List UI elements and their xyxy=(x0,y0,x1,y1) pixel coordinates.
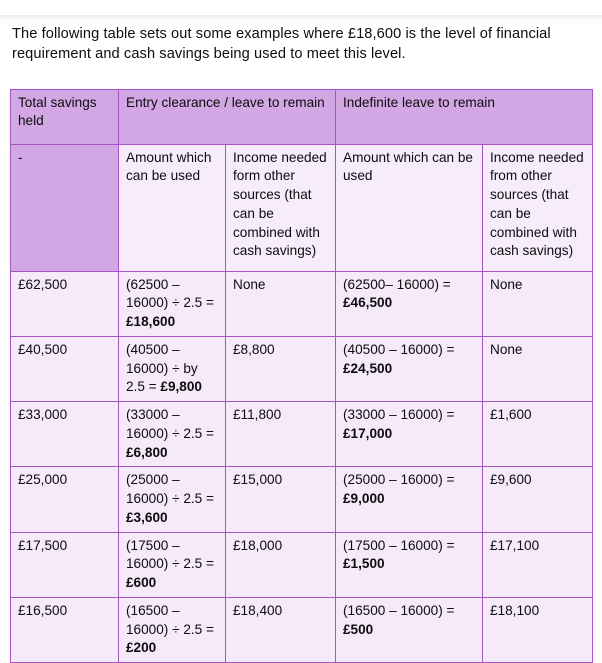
calc-expression: (16500 – 16000) ÷ 2.5 = xyxy=(126,602,214,637)
cell-ilr-amount-used xyxy=(336,402,483,467)
calc-result: £46,500 xyxy=(343,295,393,311)
calc-expression: (25000 – 16000) ÷ 2.5 = xyxy=(126,472,214,507)
cell-ilr-amount-used xyxy=(336,336,483,401)
table-row xyxy=(11,336,593,401)
cell-total-savings: £16,500 xyxy=(11,597,119,662)
calc-expression: (40500 – 16000) = xyxy=(343,341,455,357)
cell-ec-income-needed: None xyxy=(226,271,336,336)
calc-result: £500 xyxy=(343,621,374,637)
table-header-row xyxy=(11,89,593,144)
table-row xyxy=(11,402,593,467)
cell-ilr-income-needed: £9,600 xyxy=(483,467,593,532)
cell-ec-income-needed: £15,000 xyxy=(226,467,336,532)
cell-ec-amount-used xyxy=(119,336,226,401)
table-body xyxy=(11,271,593,663)
cell-total-savings: £62,500 xyxy=(11,271,119,336)
cell-ec-amount-used xyxy=(119,597,226,662)
cell-ec-income-needed: £11,800 xyxy=(226,402,336,467)
financial-requirement-examples-table xyxy=(10,89,593,663)
cell-ilr-amount-used xyxy=(336,467,483,532)
calc-expression: (33000 – 16000) = xyxy=(343,407,455,423)
calc-result: £3,600 xyxy=(126,509,168,525)
cell-total-savings: £40,500 xyxy=(11,336,119,401)
calc-expression: (62500– 16000) = xyxy=(343,276,451,292)
cell-ilr-income-needed: None xyxy=(483,336,593,401)
cell-total-savings: £25,000 xyxy=(11,467,119,532)
table-row xyxy=(11,467,593,532)
calc-expression: (40500 – 16000) ÷ by 2.5 = xyxy=(126,341,198,395)
cell-ec-amount-used xyxy=(119,467,226,532)
cell-ec-income-needed: £18,400 xyxy=(226,597,336,662)
calc-expression: (17500 – 16000) = xyxy=(343,537,455,553)
cell-ilr-amount-used xyxy=(336,597,483,662)
cell-ec-amount-used xyxy=(119,532,226,597)
header-entry-clearance-group: Entry clearance / leave to remain xyxy=(119,89,336,144)
table-row xyxy=(11,271,593,336)
cell-ec-income-needed: £8,800 xyxy=(226,336,336,401)
table-row xyxy=(11,532,593,597)
calc-expression: (17500 – 16000) ÷ 2.5 = xyxy=(126,537,214,572)
calc-result: £9,000 xyxy=(343,491,385,507)
calc-expression: (25000 – 16000) = xyxy=(343,472,455,488)
calc-result: £18,600 xyxy=(126,314,176,330)
subheader-ec-income-needed: Income needed form other sources (that can be combined with cash savings) xyxy=(226,144,336,271)
subheader-ec-amount-used: Amount which can be used xyxy=(119,144,226,271)
cell-ilr-amount-used xyxy=(336,271,483,336)
calc-result: £9,800 xyxy=(160,379,202,395)
subheader-ilr-amount-used: Amount which can be used xyxy=(336,144,483,271)
calc-result: £200 xyxy=(126,640,157,656)
calc-expression: (33000 – 16000) ÷ 2.5 = xyxy=(126,407,214,441)
cell-ilr-income-needed: £18,100 xyxy=(483,597,593,662)
calc-result: £1,500 xyxy=(343,556,385,572)
cell-ec-amount-used xyxy=(119,271,226,336)
cell-total-savings: £33,000 xyxy=(11,402,119,467)
intro-paragraph: The following table sets out some examples where £18,600 is the level of financial requirement and cash savings being used to meet this level. xyxy=(12,25,551,63)
cell-ec-amount-used xyxy=(119,402,226,467)
header-indefinite-leave-group: Indefinite leave to remain xyxy=(336,89,593,144)
cell-total-savings: £17,500 xyxy=(11,532,119,597)
cell-ilr-income-needed: None xyxy=(483,271,593,336)
table-row xyxy=(11,597,593,662)
calc-result: £17,000 xyxy=(343,425,393,441)
subheader-savings-placeholder: - xyxy=(11,144,119,271)
calc-result: £600 xyxy=(126,575,157,591)
cell-ilr-amount-used xyxy=(336,532,483,597)
table-container xyxy=(0,80,602,663)
calc-expression: (16500 – 16000) = xyxy=(343,602,455,618)
cell-ilr-income-needed: £1,600 xyxy=(483,402,593,467)
cell-ec-income-needed: £18,000 xyxy=(226,532,336,597)
calc-expression: (62500 – 16000) ÷ 2.5 = xyxy=(126,276,214,311)
calc-result: £24,500 xyxy=(343,360,393,376)
cell-ilr-income-needed: £17,100 xyxy=(483,532,593,597)
table-head xyxy=(11,89,593,271)
table-subheader-row xyxy=(11,144,593,271)
calc-result: £6,800 xyxy=(126,444,168,460)
subheader-ilr-income-needed: Income needed from other sources (that can be combined with cash savings) xyxy=(483,144,593,271)
page xyxy=(0,15,602,656)
header-total-savings-held: Total savings held xyxy=(11,89,119,144)
